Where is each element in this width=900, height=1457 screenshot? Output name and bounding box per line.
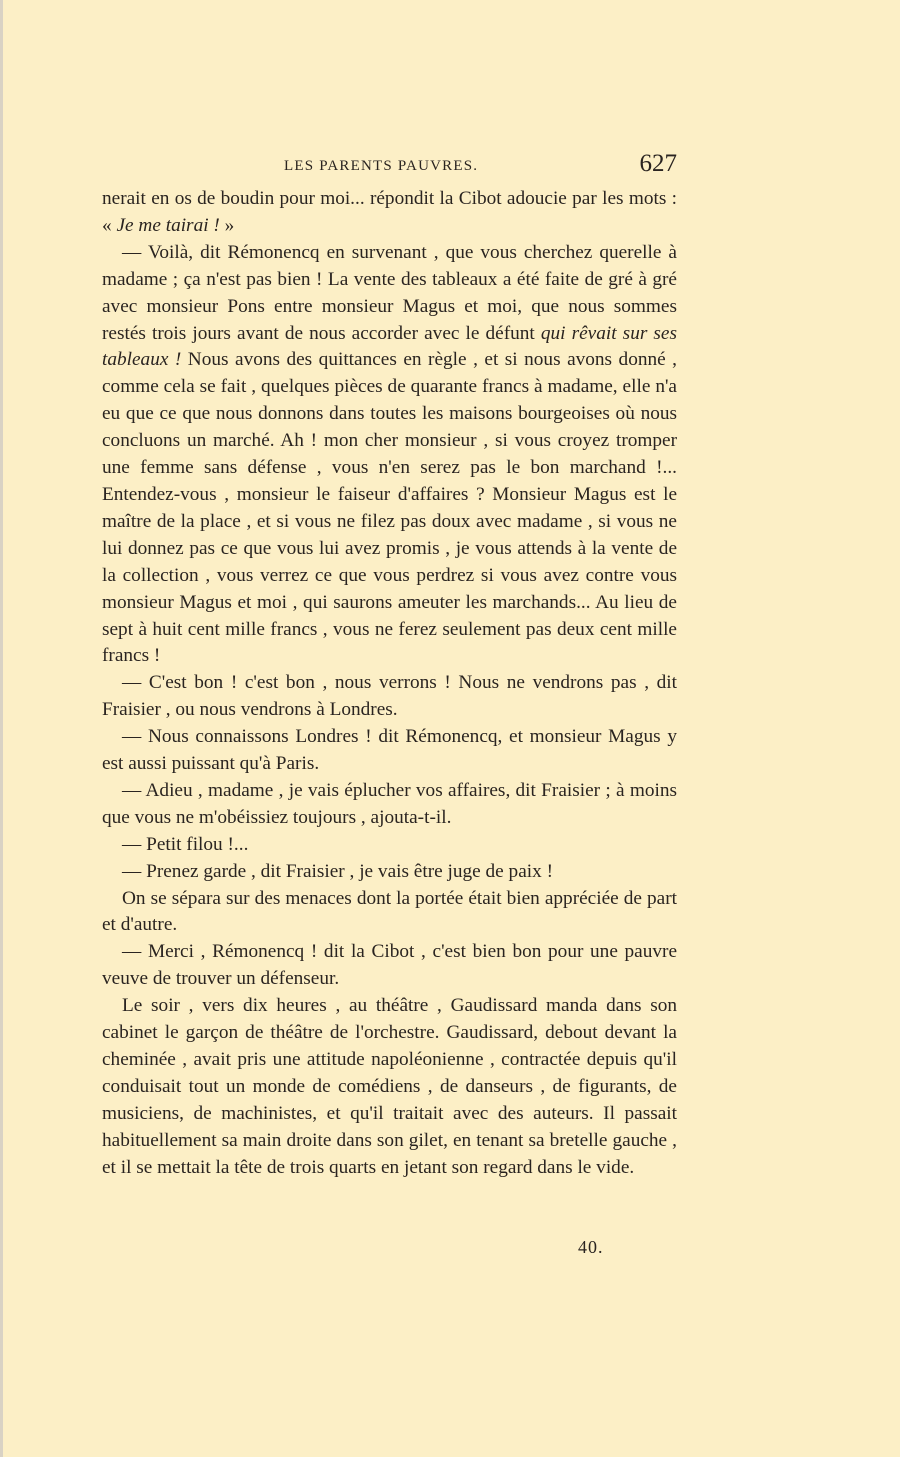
paragraph: Le soir , vers dix heures , au théâtre , Gaudissard manda dans son cabinet le garçon de théâtre de l'orchestre. Gaudissard, debout devant la cheminée , avait pris une attitude napoléonienne , contractée depuis qu'il conduisait tout un monde de comédiens , de danseurs , de figurants, de musiciens, de machinistes, et qu'il traitait avec des auteurs. Il passait habituellement sa main droite dans son gilet, en tenant sa bretelle gauche , et il se mettait la tête de trois quarts en jetant son regard dans le vide.: [102, 995, 677, 1178]
page-number: 627: [639, 150, 677, 177]
body-text: [102, 186, 677, 1182]
paragraph: nerait en os de boudin pour moi... répondit la Cibot adoucie par les mots : « Je me tairai ! »: [102, 188, 677, 236]
signature-mark: 40.: [578, 1237, 604, 1257]
paragraph: — C'est bon ! c'est bon , nous verrons ! Nous ne vendrons pas , dit Fraisier , ou nous vendrons à Londres.: [102, 672, 677, 721]
page-edge: [0, 0, 3, 1457]
paragraph: — Nous connaissons Londres ! dit Rémonencq, et monsieur Magus y est aussi puissant qu'à Paris.: [102, 726, 677, 775]
italic-quote: qui rêvait sur ses tableaux !: [102, 322, 677, 371]
page-header: [102, 150, 677, 182]
paragraph: — Adieu , madame , je vais éplucher vos affaires, dit Fraisier ; à moins que vous ne m'obéissiez toujours , ajouta-t-il.: [102, 779, 677, 828]
italic-quote: Je me tairai !: [116, 214, 220, 236]
paragraph: — Prenez garde , dit Fraisier , je vais être juge de paix !: [122, 860, 553, 882]
running-title: LES PARENTS PAUVRES.: [284, 158, 479, 174]
paragraph: — Petit filou !...: [122, 833, 249, 855]
paragraph: On se sépara sur des menaces dont la portée était bien appréciée de part et d'autre.: [102, 887, 677, 936]
paragraph: — Merci , Rémonencq ! dit la Cibot , c'est bien bon pour une pauvre veuve de trouver un défenseur.: [102, 941, 677, 990]
paragraph: — Voilà, dit Rémonencq en survenant , que vous cherchez querelle à madame ; ça n'est pas bien ! La vente des tableaux a été faite de gré à gré avec monsieur Pons entre monsieur Magus et moi, que nous sommes restés trois jours avant de nous accorder avec le défunt qui rêvait sur ses tableaux ! Nous avons des quittances en règle , et si nous avons donné , comme cela se fait , quelques pièces de quarante francs à madame, elle n'a eu que ce que nous donnons dans toutes les maisons bourgeoises où nous concluons un marché. Ah ! mon cher monsieur , si vous croyez tromper une femme sans défense , vous n'en serez pas le bon marchand !... Entendez-vous , monsieur le faiseur d'affaires ? Monsieur Magus est le maître de la place , et si vous ne filez pas doux avec madame , si vous ne lui donnez pas ce que vous lui avez promis , je vous attends à la vente de la collection , vous verrez ce que vous perdrez si vous avez contre vous monsieur Magus et moi , qui saurons ameuter les marchands... Au lieu de sept à huit cent mille francs , vous ne ferez seulement pas deux cent mille francs !: [102, 241, 677, 667]
